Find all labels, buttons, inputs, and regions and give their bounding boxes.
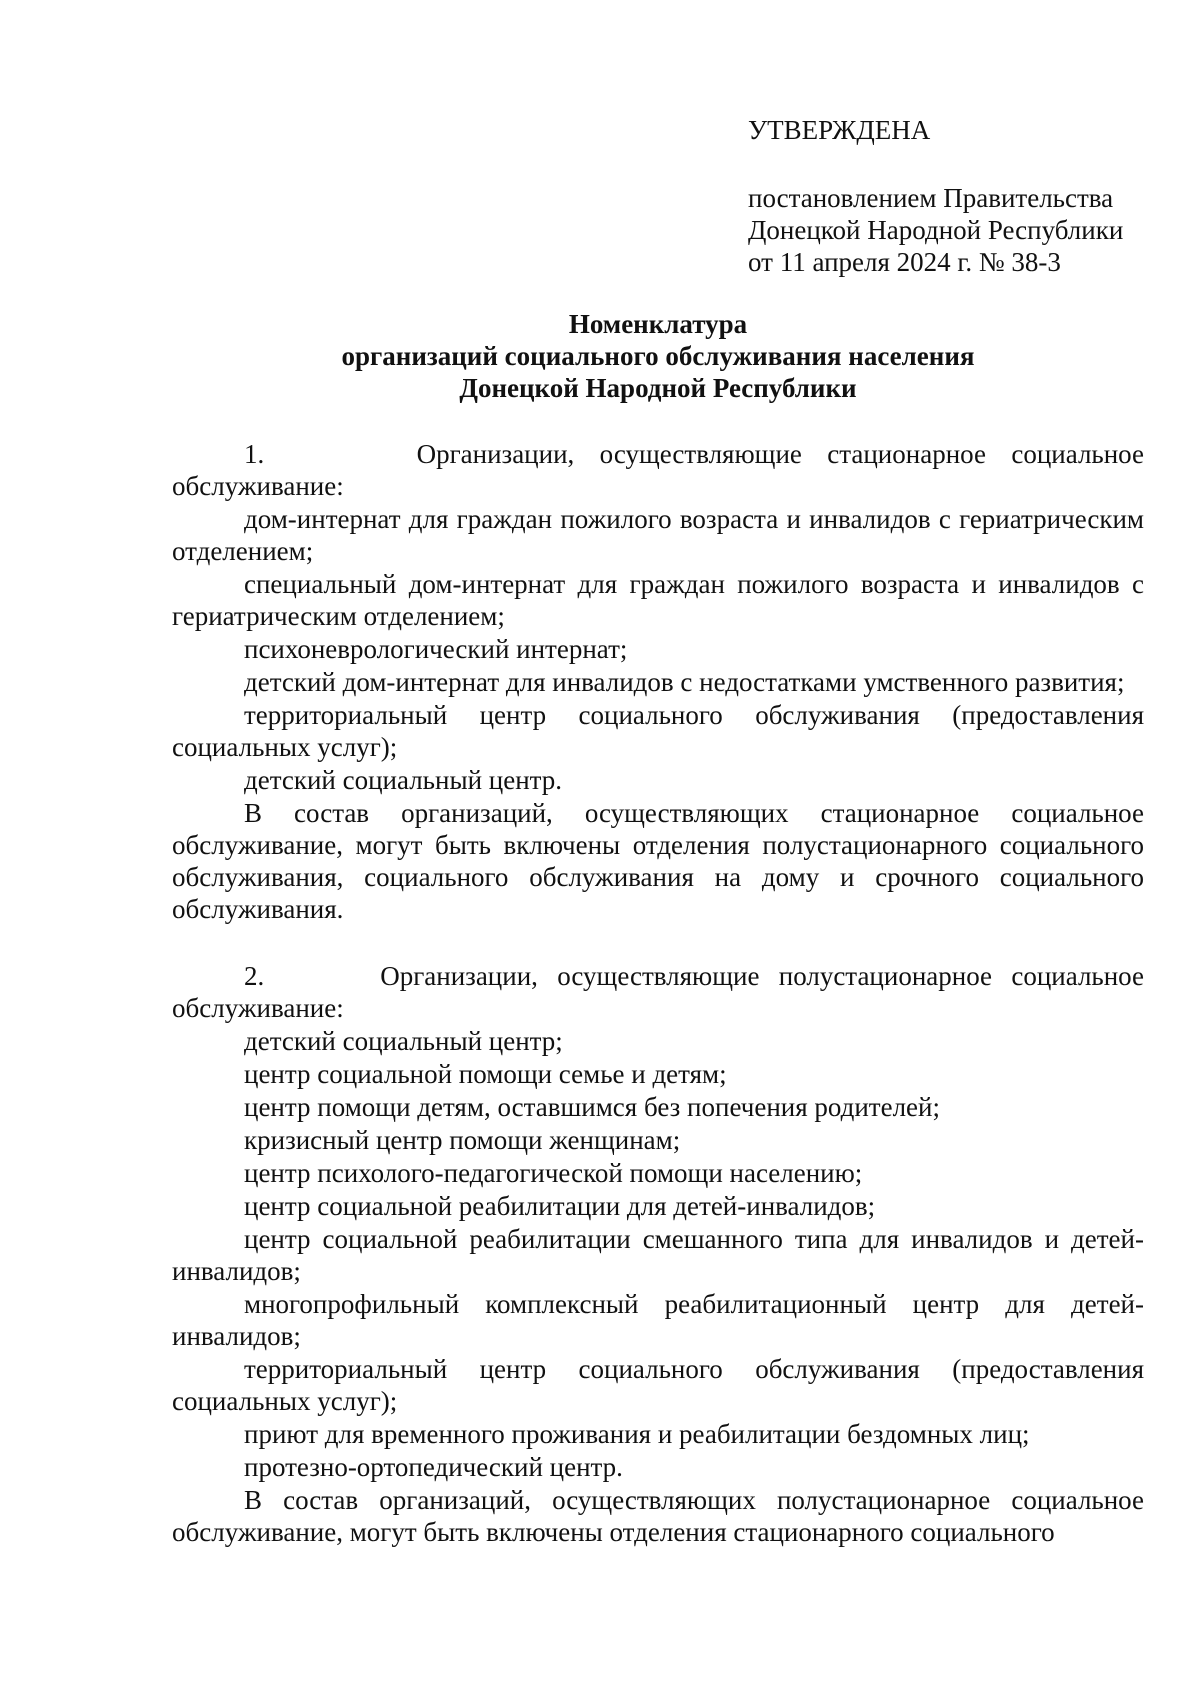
section-2-heading: 2. Организации, осуществляющие полустационарное социальное обслуживание:: [172, 961, 1144, 1023]
title-line: организаций социального обслуживания населения: [341, 341, 975, 371]
list-item: территориальный центр социального обслуживания (предоставления социальных услуг);: [172, 700, 1144, 762]
title-line: Номенклатура: [568, 309, 748, 339]
list-item: протезно-ортопедический центр.: [244, 1452, 623, 1482]
list-item: детский социальный центр.: [244, 765, 563, 795]
approval-line: Донецкой Народной Республики: [748, 215, 1124, 245]
list-item: детский социальный центр;: [244, 1026, 563, 1056]
list-item: дом-интернат для граждан пожилого возраста и инвалидов с гериатрическим отделением;: [172, 504, 1144, 566]
section-1-note: В состав организаций, осуществляющих стационарное социальное обслуживание, могут быть включены отделения полустационарного социального обслуживания, социального обслуживания на дому и срочного социального обслуживания.: [172, 798, 1144, 924]
title-line: Донецкой Народной Республики: [459, 373, 857, 403]
approval-line: постановлением Правительства: [748, 183, 1114, 213]
section-gap: [172, 926, 1144, 960]
approval-heading: УТВЕРЖДЕНА: [748, 115, 931, 145]
section-1-heading: 1. Организации, осуществляющие стационарное социальное обслуживание:: [172, 439, 1144, 501]
approval-line: от 11 апреля 2024 г. № 38-3: [748, 247, 1061, 277]
document-body: [172, 438, 1144, 1549]
list-item: многопрофильный комплексный реабилитационный центр для детей-инвалидов;: [172, 1289, 1144, 1351]
list-item: центр социальной помощи семье и детям;: [244, 1059, 727, 1089]
approval-block: [748, 114, 1168, 278]
section-2-note: В состав организаций, осуществляющих полустационарное социальное обслуживание, могут быть включены отделения стационарного социального: [172, 1485, 1144, 1547]
list-item: центр социальной реабилитации смешанного типа для инвалидов и детей-инвалидов;: [172, 1224, 1144, 1286]
list-item: центр социальной реабилитации для детей-инвалидов;: [244, 1191, 876, 1221]
list-item: кризисный центр помощи женщинам;: [244, 1125, 681, 1155]
list-item: центр помощи детям, оставшимся без попечения родителей;: [244, 1092, 940, 1122]
list-item: психоневрологический интернат;: [244, 634, 628, 664]
list-item: детский дом-интернат для инвалидов с недостатками умственного развития;: [244, 667, 1125, 697]
list-item: центр психолого-педагогической помощи населению;: [244, 1158, 863, 1188]
list-item: специальный дом-интернат для граждан пожилого возраста и инвалидов с гериатрическим отделением;: [172, 569, 1144, 631]
list-item: территориальный центр социального обслуживания (предоставления социальных услуг);: [172, 1354, 1144, 1416]
list-item: приют для временного проживания и реабилитации бездомных лиц;: [244, 1419, 1030, 1449]
document-title: [172, 308, 1144, 404]
